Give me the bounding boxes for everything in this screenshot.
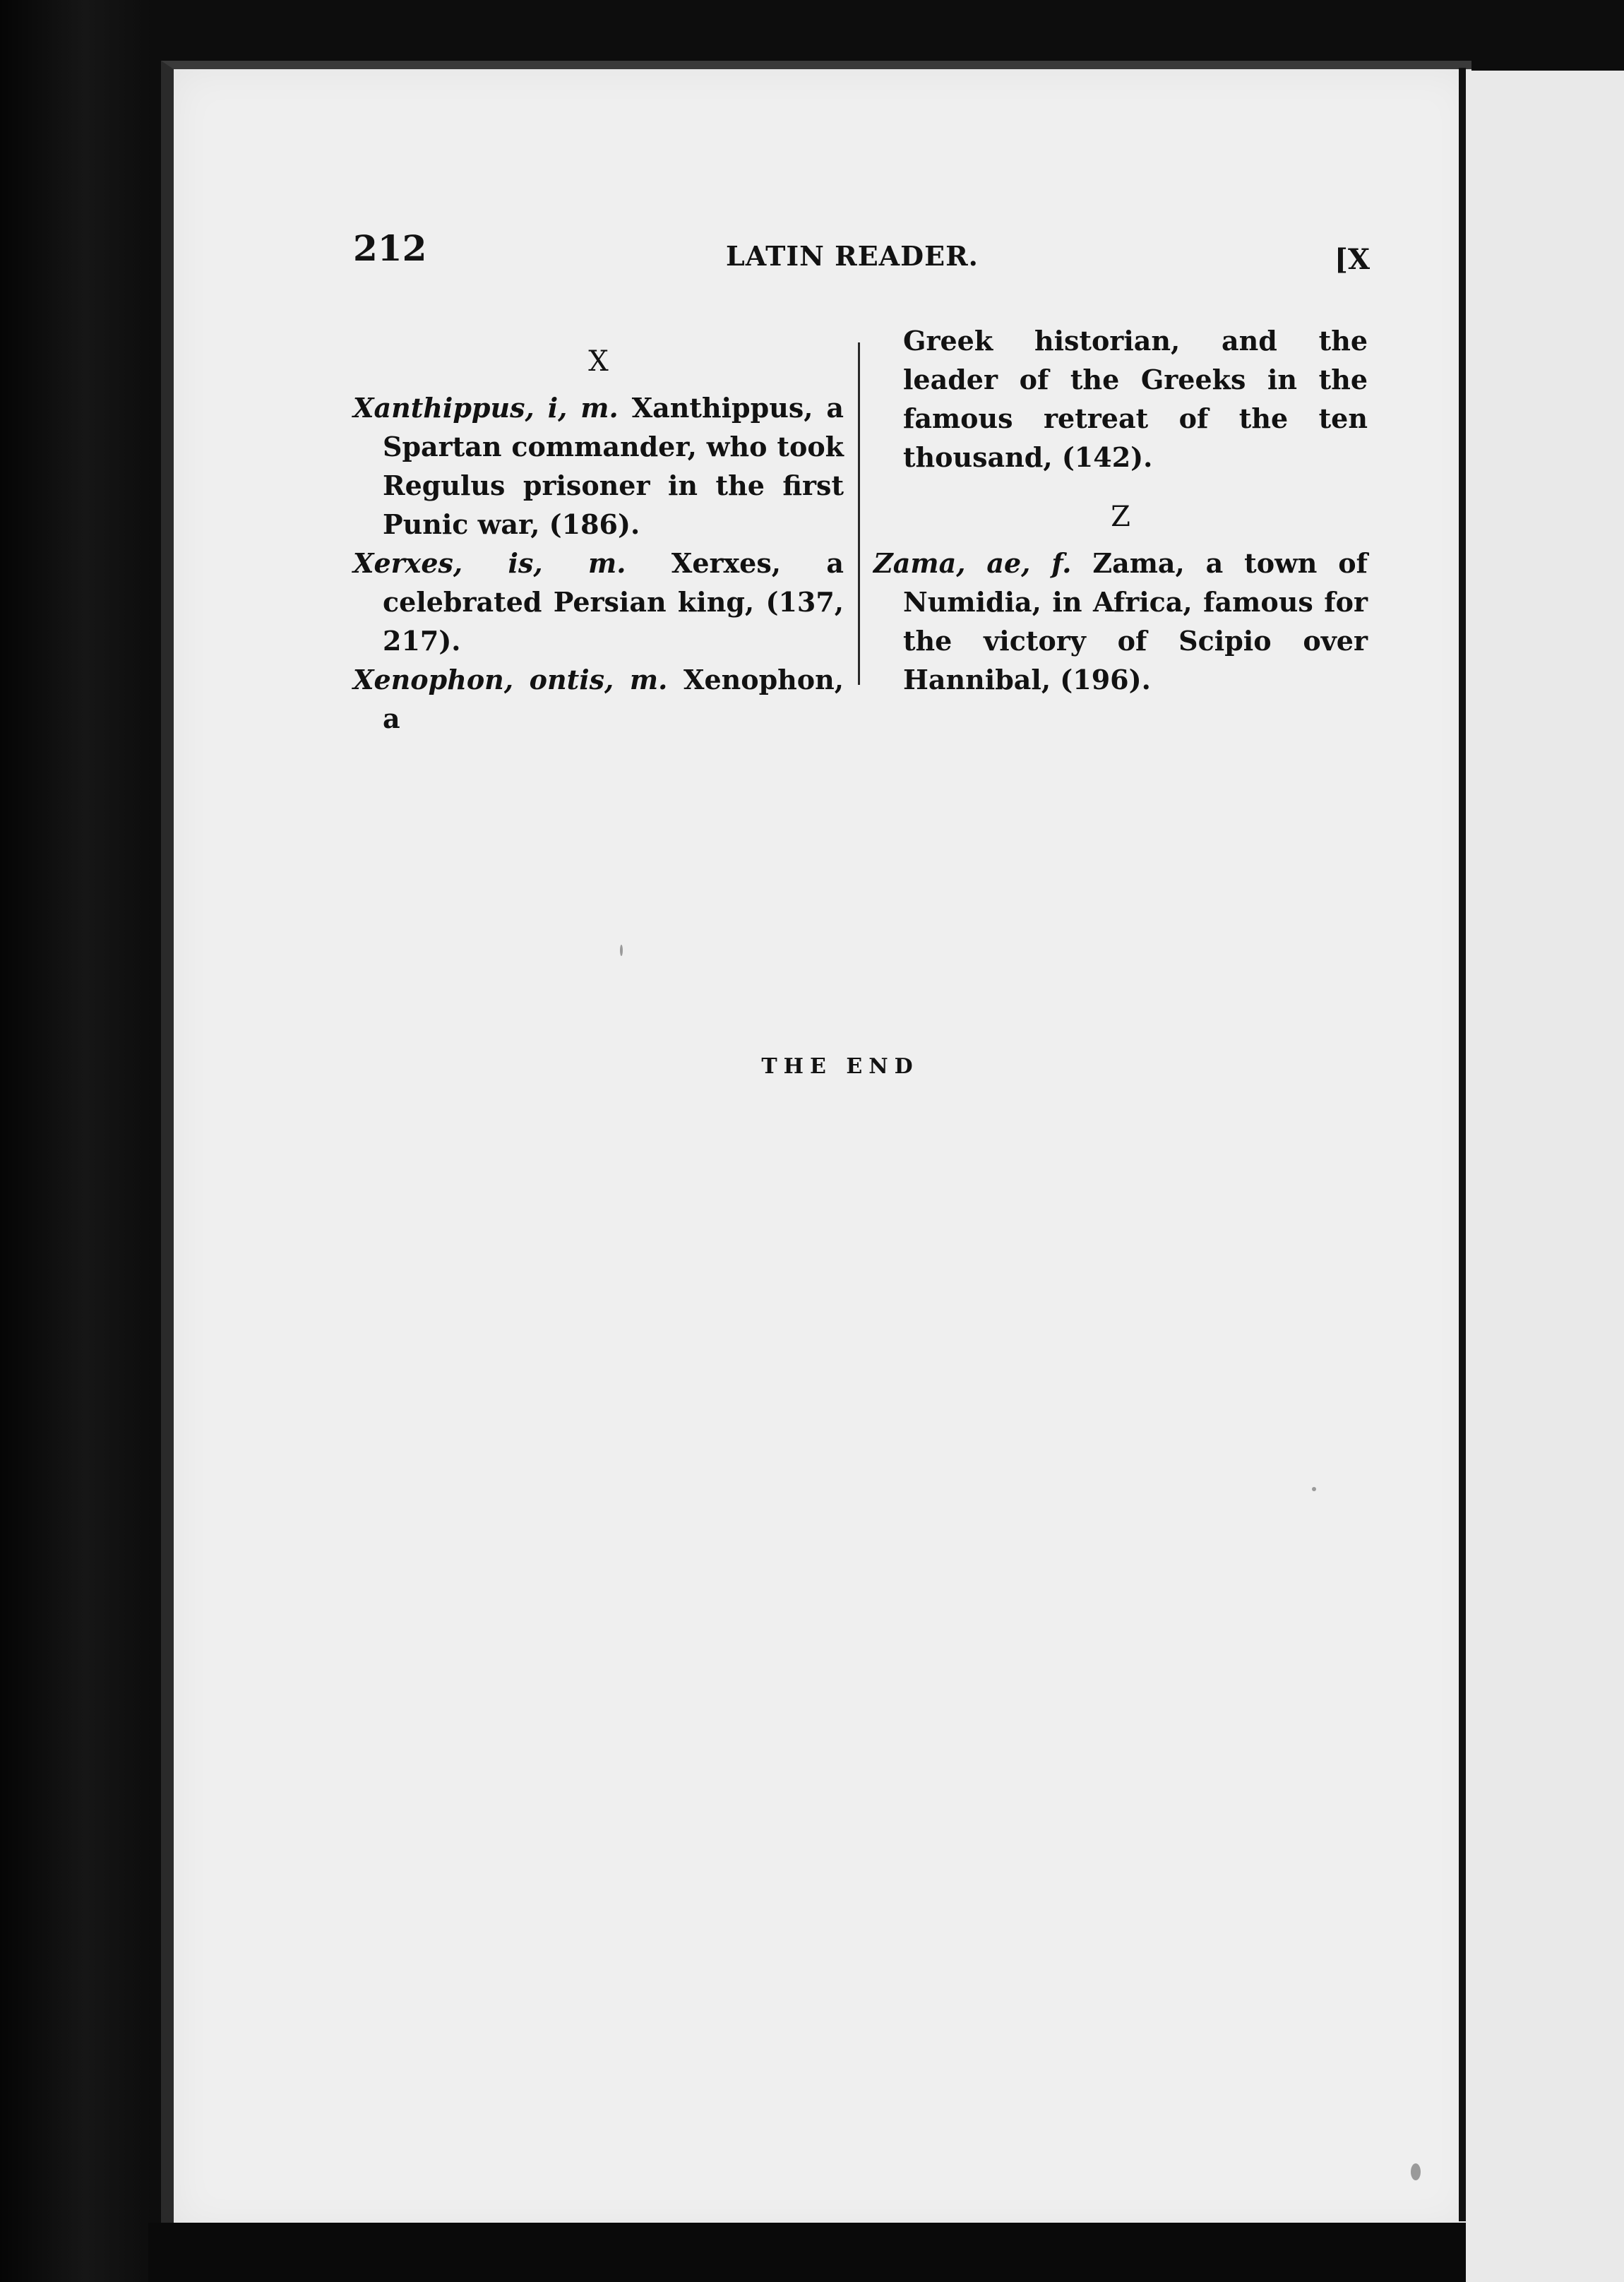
glossary-entry-xanthippus [353, 388, 844, 544]
the-end: THE END [761, 1054, 919, 1079]
glossary-entry-zama [873, 544, 1368, 699]
entry-definition: Xenophon, a [383, 664, 844, 734]
paper-speck [620, 945, 623, 956]
section-marker: [X [1335, 243, 1370, 276]
running-head [353, 227, 1370, 284]
section-letter-z: Z [1111, 501, 1130, 533]
column-divider [858, 342, 860, 685]
running-title: LATIN READER. [726, 240, 979, 272]
facing-page-edge [1466, 71, 1624, 2282]
entry-headword: Xerxes [353, 547, 453, 579]
entry-headword: Xenophon [353, 664, 504, 695]
entry-grammar: , ontis, m. [503, 664, 668, 695]
glossary-entry-xenophon [353, 660, 844, 738]
glossary-entry-xerxes [353, 544, 844, 660]
entry-headword: Zama [873, 547, 957, 579]
entry-definition: Xanthippus, a Spartan commander, who took Regulus prisoner in the first Punic war, (186). [383, 392, 844, 540]
entry-headword: Xanthippus [353, 392, 525, 424]
page-number: 212 [353, 227, 427, 269]
left-column [353, 321, 844, 738]
scan-bottom-margin [148, 2223, 1466, 2282]
paper-speck [1312, 1487, 1316, 1491]
entry-definition: Xerxes, a celebrated Persian king, (137, 217). [383, 547, 844, 657]
section-letter-x: X [588, 345, 609, 378]
right-column [873, 321, 1368, 699]
entry-definition: Zama, a town of Numidia, in Africa, famous for the victory of Scipio over Hannibal, (196). [903, 547, 1368, 695]
entry-grammar: , is, m. [453, 547, 626, 579]
paper-speck [1411, 2163, 1421, 2180]
entry-grammar: , ae, f. [956, 547, 1072, 579]
entry-grammar: , i, m. [525, 392, 619, 424]
page-edge-shadow [1459, 68, 1466, 2221]
entry-continuation: Greek historian, and the leader of the Greeks in the famous retreat of the ten thousand, (142). [903, 325, 1368, 473]
